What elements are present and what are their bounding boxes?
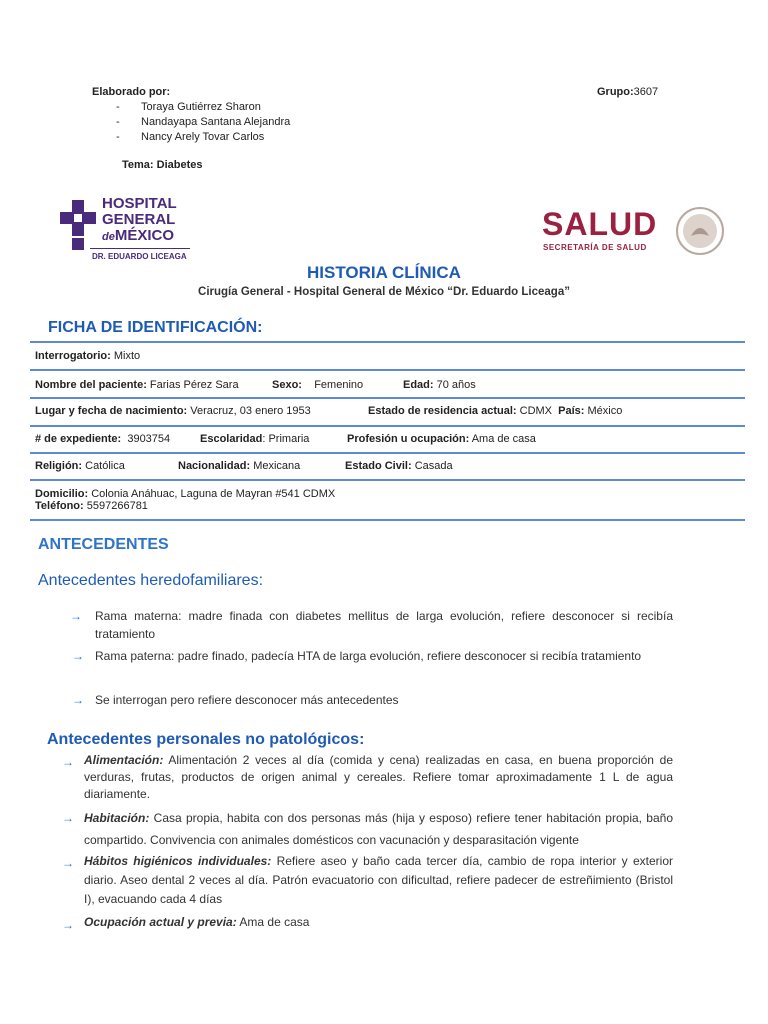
author-name: Nandayapa Santana Alejandra (141, 116, 291, 128)
arrow-icon: → (62, 755, 74, 769)
profesion (347, 433, 536, 445)
personales-label: Alimentación: (84, 753, 164, 767)
pais-value: México (587, 405, 623, 417)
hospital-line2: GENERAL (102, 211, 176, 228)
arrow-icon: → (72, 649, 84, 663)
arrow-icon: → (70, 609, 82, 623)
author-dash: - (116, 101, 120, 113)
divider (30, 519, 745, 521)
heredo-title: Antecedentes heredofamiliares: (38, 572, 264, 589)
document-title: HISTORIA CLÍNICA (307, 263, 461, 282)
nombre-label: Nombre del paciente: (35, 379, 147, 391)
divider (30, 452, 745, 454)
edad (403, 379, 476, 391)
religion-value: Católica (85, 460, 125, 472)
lugar-value: Veracruz, 03 enero 1953 (190, 405, 311, 417)
profesion-label: Profesión u ocupación: (347, 433, 470, 445)
escolaridad-label: Escolaridad (200, 433, 263, 445)
estado-civil (345, 460, 453, 472)
document-subtitle: Cirugía General - Hospital General de México “Dr. Eduardo Liceaga” (198, 286, 570, 298)
row-religion (35, 460, 125, 472)
group-info (597, 86, 658, 98)
civil-value: Casada (414, 460, 453, 472)
tema-value: Diabetes (156, 159, 203, 171)
residencia (368, 405, 622, 417)
divider (30, 425, 745, 427)
edad-label: Edad: (403, 379, 434, 391)
author-item (116, 116, 290, 128)
domicilio-label: Domicilio: (35, 488, 89, 500)
divider (30, 479, 745, 481)
group-label: Grupo: (597, 86, 634, 98)
telefono-value: 5597266781 (86, 500, 148, 512)
antecedentes-title: ANTECEDENTES (38, 536, 169, 553)
author-name: Toraya Gutiérrez Sharon (141, 101, 261, 113)
hospital-line4: DR. EDUARDO LICEAGA (92, 252, 187, 261)
personales-item (84, 807, 673, 851)
row-expediente (35, 433, 170, 445)
expediente-label: # de expediente: (35, 433, 122, 445)
ficha-title: FICHA DE IDENTIFICACIÓN: (48, 319, 263, 336)
arrow-icon: → (62, 918, 74, 932)
sexo-value: Femenino (314, 379, 364, 391)
divider (30, 341, 745, 343)
salud-sub: SECRETARÍA DE SALUD (543, 243, 647, 252)
sexo-label: Sexo: (272, 379, 302, 391)
hospital-line1: HOSPITAL (102, 195, 177, 212)
row-lugar (35, 405, 311, 417)
divider (30, 369, 745, 371)
author-name: Nancy Arely Tovar Carlos (141, 131, 265, 143)
salud-name: SALUD (542, 206, 658, 242)
personales-text: Ama de casa (236, 915, 310, 929)
personales-text: Alimentación 2 veces al día (comida y cena) realizadas en casa, en buena proporción de verduras, frutas, productos de origen animal y cereales. Refiere tomar aproximadamente 1 L de agua diariamente. (84, 753, 673, 801)
hospital-logo (60, 196, 192, 266)
personales-title: Antecedentes personales no patológicos: (47, 731, 365, 748)
personales-label: Habitación: (84, 811, 150, 825)
personales-item (84, 914, 673, 931)
personales-item (84, 852, 673, 909)
lugar-label: Lugar y fecha de nacimiento: (35, 405, 188, 417)
nombre-value: Farias Pérez Sara (149, 379, 239, 391)
civil-label: Estado Civil: (345, 460, 412, 472)
escolaridad-value: : Primaria (262, 433, 310, 445)
personales-label: Hábitos higiénicos individuales: (84, 854, 272, 868)
hospital-line3: MÉXICO (114, 227, 175, 244)
personales-text: Refiere aseo y baño cada tercer día, cambio de ropa interior y exterior diario. Aseo dental 2 veces al día. Patrón evacuatorio con dificultad, refiere padecer de estreñimiento (Bristol I), evacuando cada 4 días (84, 854, 673, 906)
interrogatorio-label: Interrogatorio: (35, 350, 111, 362)
row-telefono (35, 500, 148, 512)
arrow-icon: → (62, 811, 74, 825)
residencia-label: Estado de residencia actual: (368, 405, 517, 417)
row-domicilio (35, 488, 335, 500)
nacionalidad (178, 460, 300, 472)
heredo-item: Rama materna: madre finada con diabetes mellitus de larga evolución, refiere desconocer si recibía tratamiento (95, 609, 673, 641)
personales-label: Ocupación actual y previa: (84, 915, 237, 929)
tema-label: Tema: (122, 159, 154, 171)
row-nombre (35, 379, 239, 391)
pais-label: País: (558, 405, 585, 417)
personales-text: Casa propia, habita con dos personas más (hija y esposo) refiere tener habitación propia, baño compartido. Convivencia con animales domésticos con vacunación y desparasitación vigente (84, 811, 673, 847)
coat-of-arms-icon (675, 206, 725, 256)
religion-label: Religión: (35, 460, 83, 472)
sexo (272, 379, 363, 391)
escolaridad (200, 433, 309, 445)
group-value: 3607 (633, 86, 659, 98)
row-interrogatorio (35, 350, 140, 362)
tema (122, 159, 203, 171)
arrow-icon: → (62, 856, 74, 870)
domicilio-value: Colonia Anáhuac, Laguna de Mayran #541 CDMX (91, 488, 336, 500)
heredo-item: Se interrogan pero refiere desconocer más antecedentes (95, 693, 399, 707)
nacionalidad-value: Mexicana (253, 460, 301, 472)
hospital-cross-icon (60, 200, 96, 250)
personales-item (84, 752, 673, 803)
author-item (116, 131, 264, 143)
authors-label: Elaborado por: (92, 86, 171, 98)
profesion-value: Ama de casa (471, 433, 536, 445)
telefono-label: Teléfono: (35, 500, 84, 512)
nacionalidad-label: Nacionalidad: (178, 460, 251, 472)
hospital-line3-prefix: de (102, 231, 115, 243)
expediente-value: 3903754 (127, 433, 171, 445)
salud-logo (538, 206, 724, 258)
residencia-value: CDMX (519, 405, 553, 417)
author-dash: - (116, 131, 120, 143)
edad-value: 70 años (436, 379, 476, 391)
arrow-icon: → (72, 693, 84, 707)
divider (30, 397, 745, 399)
interrogatorio-value: Mixto (113, 350, 141, 362)
author-item (116, 101, 261, 113)
heredo-item: Rama paterna: padre finado, padecía HTA de larga evolución, refiere desconocer si recibía tratamiento (95, 649, 642, 663)
author-dash: - (116, 116, 120, 128)
